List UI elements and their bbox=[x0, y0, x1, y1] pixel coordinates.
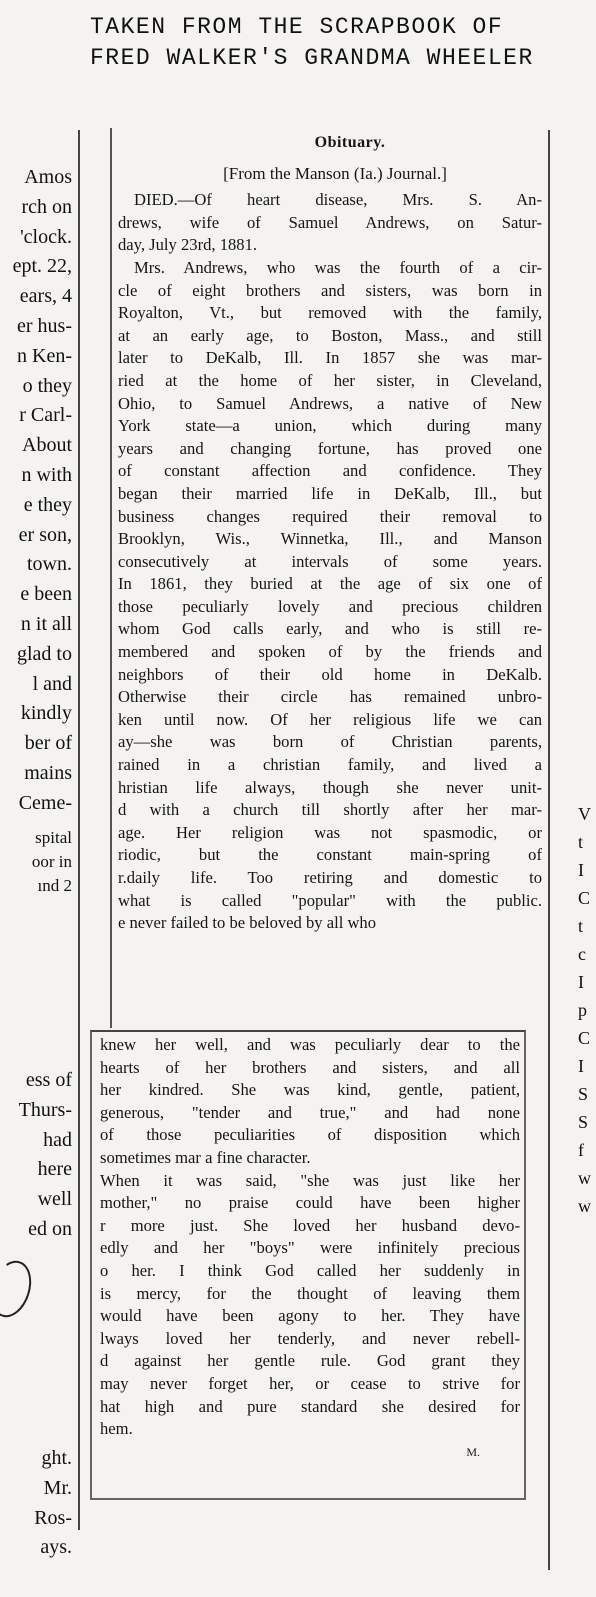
obituary-line: sometimes mar a fine character. bbox=[100, 1147, 311, 1167]
fragment-line: well bbox=[37, 1188, 72, 1211]
left-column-fragment bbox=[0, 1444, 72, 1563]
fragment-line: ept. 22, bbox=[12, 255, 72, 278]
obituary-line: what is called "popular" with the public. bbox=[118, 890, 542, 910]
obituary-line: those peculiarly lovely and precious children bbox=[118, 596, 542, 616]
fragment-line: f bbox=[578, 1140, 584, 1160]
fragment-line: S bbox=[578, 1112, 589, 1132]
obituary-line: d against her gentle rule. God grant they bbox=[100, 1351, 520, 1371]
fragment-line: w bbox=[578, 1168, 591, 1188]
fragment-line: er hus- bbox=[17, 314, 72, 337]
fragment-line: n with bbox=[21, 463, 72, 486]
scrapbook-caption bbox=[90, 12, 534, 74]
obituary-body-part-1 bbox=[118, 189, 542, 935]
obituary-line: ried at the home of her sister, in Cleveland, bbox=[118, 370, 542, 390]
fragment-line: p bbox=[578, 1000, 587, 1020]
fragment-line: e they bbox=[23, 493, 72, 516]
obituary-line: Brooklyn, Wis., Winnetka, Ill., and Manson bbox=[118, 529, 542, 549]
fragment-line: had bbox=[43, 1128, 72, 1151]
fragment-line: n it all bbox=[20, 612, 72, 635]
obituary-line: hristian life always, though she never unit- bbox=[118, 777, 542, 797]
obituary-line: r.daily life. Too retiring and domestic to bbox=[118, 868, 542, 887]
fragment-line: ays. bbox=[40, 1536, 72, 1559]
fragment-line: ght. bbox=[41, 1447, 72, 1469]
fragment-line: ears, 4 bbox=[19, 285, 72, 308]
fragment-line: ess of bbox=[25, 1069, 72, 1091]
obituary-line: later to DeKalb, Ill. In 1857 she was mar- bbox=[118, 348, 542, 368]
fragment-line: oor in bbox=[31, 852, 72, 871]
fragment-line: e been bbox=[20, 583, 72, 606]
obituary-line: may never forget her, or cease to strive for bbox=[100, 1373, 520, 1393]
left-column-fragment bbox=[0, 163, 72, 819]
left-column-fragment bbox=[0, 1066, 72, 1245]
obituary-line: r more just. She loved her husband devo- bbox=[100, 1215, 520, 1235]
obituary-line: edly and her "boys" were infinitely precious bbox=[100, 1238, 520, 1258]
fragment-line: ınd 2 bbox=[37, 876, 72, 895]
fragment-line: ber of bbox=[24, 732, 72, 755]
right-column-fragment bbox=[578, 800, 596, 1220]
fragment-line: w bbox=[578, 1196, 591, 1216]
obituary-line: When it was said, "she was just like her bbox=[100, 1170, 520, 1190]
obituary-line: whom God calls early, and who is still re- bbox=[118, 619, 542, 639]
obituary-line: lways loved her tenderly, and never rebell- bbox=[100, 1328, 520, 1348]
obituary-line: knew her well, and was peculiarly dear to the bbox=[100, 1035, 520, 1054]
obituary-line: Royalton, Vt., but removed with the family, bbox=[118, 303, 542, 323]
obituary-line: day, July 23rd, 1881. bbox=[118, 235, 258, 255]
fragment-line: l and bbox=[32, 672, 72, 695]
fragment-line: I bbox=[578, 1056, 584, 1076]
fragment-line: mains bbox=[24, 761, 72, 784]
obituary-line: DIED.—Of heart disease, Mrs. S. An- bbox=[134, 190, 542, 210]
column-rule bbox=[548, 130, 550, 1570]
fragment-line: glad to bbox=[17, 642, 72, 665]
obituary-line: generous, "tender and true," and had none bbox=[100, 1102, 520, 1122]
obituary-line: Ohio, to Samuel Andrews, a native of New bbox=[118, 393, 542, 413]
fragment-line: n Ken- bbox=[17, 344, 72, 367]
fragment-line: t bbox=[578, 832, 584, 852]
obituary-signature: M. bbox=[466, 1444, 480, 1459]
obituary-line: drews, wife of Samuel Andrews, on Satur- bbox=[118, 212, 542, 232]
fragment-line: 'clock. bbox=[20, 225, 72, 248]
obituary-clipping-part-1 bbox=[110, 128, 542, 1028]
obituary-line: of constant affection and confidence. They bbox=[118, 461, 542, 481]
obituary-line: her kindred. She was kind, gentle, patient, bbox=[100, 1080, 520, 1100]
obituary-line: membered and spoken of by the friends and bbox=[118, 642, 542, 662]
fragment-line: rch on bbox=[21, 195, 72, 218]
obituary-line: at an early age, to Boston, Mass., and still bbox=[118, 325, 542, 345]
obituary-line: Mrs. Andrews, who was the fourth of a cir- bbox=[134, 257, 542, 277]
fragment-line: t bbox=[578, 916, 584, 936]
caption-line-2: FRED WALKER'S GRANDMA WHEELER bbox=[90, 45, 534, 71]
obituary-line: riodic, but the constant main-spring of bbox=[118, 845, 542, 865]
obituary-line: Otherwise their circle has remained unbro- bbox=[118, 687, 542, 707]
column-rule bbox=[78, 130, 80, 1530]
fragment-line: Ros- bbox=[34, 1506, 72, 1529]
ink-mark bbox=[0, 1256, 38, 1323]
fragment-line: S bbox=[578, 1084, 589, 1104]
fragment-line: C bbox=[578, 888, 591, 908]
obituary-line: hat high and pure standard she desired for bbox=[100, 1396, 520, 1416]
fragment-line: C bbox=[578, 1028, 591, 1048]
obituary-body-part-2 bbox=[100, 1034, 520, 1441]
fragment-line: here bbox=[37, 1158, 72, 1181]
obituary-line: of those peculiarities of disposition which bbox=[100, 1125, 520, 1145]
obituary-title: Obituary. bbox=[314, 134, 386, 151]
obituary-clipping-part-2 bbox=[90, 1030, 526, 1500]
obituary-line: d with a church till shortly after her mar- bbox=[118, 800, 542, 820]
obituary-line: o her. I think God called her suddenly in bbox=[100, 1260, 520, 1280]
obituary-line: consecutively at intervals of some years. bbox=[118, 551, 542, 571]
fragment-line: town. bbox=[27, 553, 72, 576]
fragment-line: er son, bbox=[18, 523, 72, 546]
obituary-line: cle of eight brothers and sisters, was born in bbox=[118, 280, 542, 300]
obituary-line: hem. bbox=[100, 1419, 133, 1439]
left-column-fragment bbox=[0, 826, 72, 898]
obituary-line: In 1861, they buried at the age of six one of bbox=[118, 574, 542, 594]
fragment-line: c bbox=[578, 944, 586, 964]
fragment-line: r Carl- bbox=[19, 404, 72, 427]
fragment-line: spital bbox=[35, 828, 72, 847]
fragment-line: Amos bbox=[24, 166, 72, 188]
fragment-line: kindly bbox=[20, 702, 72, 725]
obituary-line: began their married life in DeKalb, Ill., but bbox=[118, 483, 542, 503]
obituary-line: business changes required their removal to bbox=[118, 506, 542, 526]
obituary-line: e never failed to be beloved by all who bbox=[118, 913, 377, 933]
obituary-line: mother," no praise could have been higher bbox=[100, 1193, 520, 1213]
obituary-line: years and changing fortune, has proved one bbox=[118, 438, 542, 458]
obituary-line: York state—a union, which during many bbox=[118, 416, 542, 436]
fragment-line: o they bbox=[22, 374, 72, 397]
fragment-line: Mr. bbox=[43, 1476, 72, 1499]
obituary-line: would have been agony to her. They have bbox=[100, 1306, 520, 1326]
obituary-line: ay—she was born of Christian parents, bbox=[118, 732, 542, 752]
fragment-line: Thurs- bbox=[18, 1098, 72, 1121]
fragment-line: About bbox=[22, 434, 72, 457]
obituary-line: rained in a christian family, and lived a bbox=[118, 755, 542, 775]
obituary-line: neighbors of their old home in DeKalb. bbox=[118, 664, 542, 684]
obituary-line: hearts of her brothers and sisters, and all bbox=[100, 1057, 520, 1077]
fragment-line: ed on bbox=[28, 1217, 72, 1240]
fragment-line: I bbox=[578, 860, 584, 880]
fragment-line: Ceme- bbox=[18, 791, 72, 814]
fragment-line: I bbox=[578, 972, 584, 992]
obituary-source: [From the Manson (Ia.) Journal.] bbox=[223, 163, 447, 183]
obituary-line: is mercy, for the thought of leaving them bbox=[100, 1283, 520, 1303]
obituary-line: ken until now. Of her religious life we can bbox=[118, 709, 542, 729]
caption-line-1: TAKEN FROM THE SCRAPBOOK OF bbox=[90, 14, 504, 40]
obituary-line: age. Her religion was not spasmodic, or bbox=[118, 822, 542, 842]
fragment-line: V bbox=[578, 804, 591, 824]
